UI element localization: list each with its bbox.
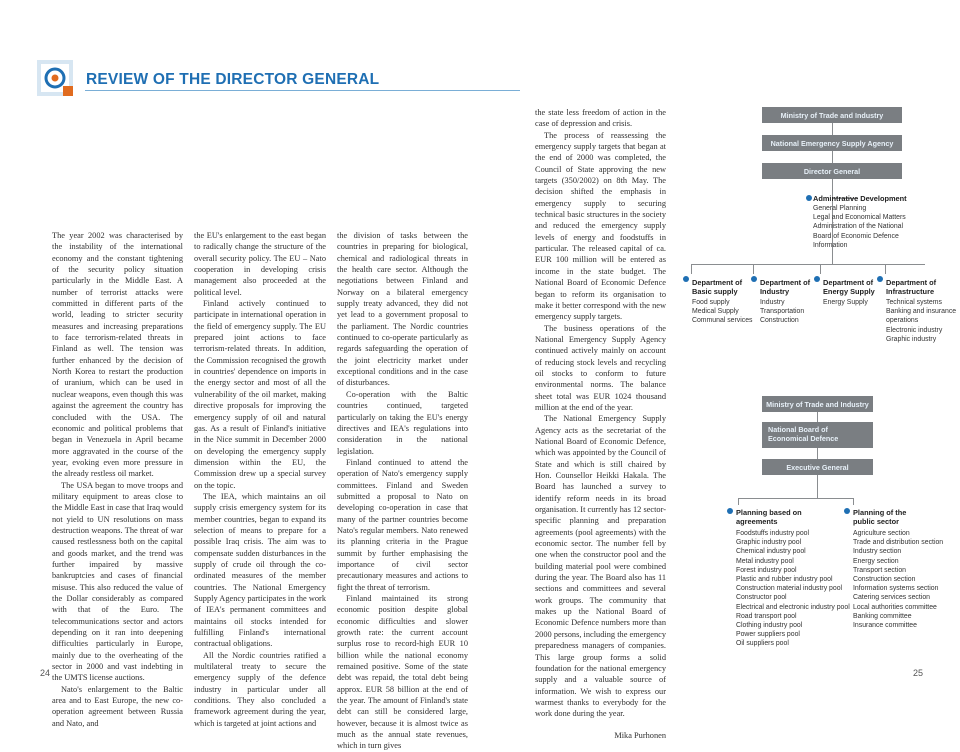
org1-dept-industry-items: Industry Transportation Construction <box>760 299 805 325</box>
paragraph: the EU's enlargement to the east began to radically change the structure of the overall security policy. The EU – Nato cooperation in developing crisis management also proceeded at the political level. <box>194 231 326 297</box>
connector <box>853 498 854 505</box>
connector <box>817 412 818 422</box>
bullet-icon <box>844 508 850 514</box>
paragraph: Finland continued to attend the operation of Nato's emergency supply committees. Finland and Sweden submitted a proposal to Nato on developing co-operation in case that many of the partner countries become Nato's regular members. Nato renewed its planning criteria in the Prague summit by further emphasising the importance of civil sector precautionary measures and actions to fight the threat of terrorism. <box>337 457 468 592</box>
logo-icon <box>37 60 73 96</box>
paragraph: the division of tasks between the countries in preparing for biological, chemical and radiological threats in the health care sector. Although the negotiations between Finland and Norway on a bilateral emergency supply treaty advanced, they did not yet lead to a government proposal to the parliament. The Nordic countries continued to co-operate particularly as regards safeguarding the operation of the joint electricity market under exceptional conditions and in the case of disturbances. <box>337 231 468 388</box>
org2-agreements-heading: Planning based on agreements <box>736 508 802 526</box>
paragraph: The USA began to move troops and military equipment to areas close to the Middle East in case that Iraq would not yield to UN resolutions on mass destruction weapons. The threat of war caused restlessness both on the capital and goods market, and the trend was further impaired by massive bankruptcies and cases of financial misuse. This also reduced the value of the Dollar considerably as compared with that of the Euro. The telecommunications sector and actors depending on it ran into deepening difficulties particularly in Europe, mainly due to the overheating of the sector in 2000 and vast indebting in the UMTS license auctions. <box>52 480 183 683</box>
org2-executive-box: Executive General <box>762 459 873 475</box>
text-column-2 <box>194 230 326 729</box>
org1-dept-infra-heading: Department of Infrastructure <box>886 278 937 296</box>
bullet-icon <box>727 508 733 514</box>
paragraph: the state less freedom of action in the case of depression and crisis. <box>535 108 666 129</box>
page-title: REVIEW OF THE DIRECTOR GENERAL <box>86 71 380 88</box>
bullet-icon <box>751 276 757 282</box>
org2-board-box: National Board of Economical Defence <box>762 422 873 448</box>
connector <box>817 475 818 498</box>
org1-dept-energy-heading: Department of Energy Supply <box>823 278 875 296</box>
page-number-right: 25 <box>913 668 924 678</box>
connector <box>832 123 833 135</box>
bullet-icon <box>806 195 812 201</box>
text-column-1 <box>52 230 183 729</box>
org1-dept-basic-items: Food supply Medical Supply Communal services <box>692 299 753 325</box>
connector <box>691 264 925 265</box>
org1-dept-infra-items: Technical systems Banking and insurance operations Electronic industry Graphic industry <box>886 299 957 343</box>
org2-ministry-box: Ministry of Trade and Industry <box>762 396 873 412</box>
org1-ministry-box: Ministry of Trade and Industry <box>762 107 902 123</box>
org1-dept-basic-heading: Department of Basic supply <box>692 278 743 296</box>
paragraph: The IEA, which maintains an oil supply crisis emergency system for its member countries, began to expand its selection of means to prepare for a possible Iraq crisis. The aim was to compensate sudden disturbances in the supply of crude oil through the co-ordinated measures of the member countries. The National Emergency Supply Agency participates in the work of IEA's permanent committees and maintains oil stocks intended for fulfilling Finland's international contractual obligations. <box>194 491 326 649</box>
connector <box>738 498 854 499</box>
paragraph: Finland actively continued to participate in international operation in the field of emergency supply. The EU prepared joint actions to face terrorism-related threats. In addition, the Commission recognised the growth in countries' dependence on imports in the energy sector and most of all the vulnerability of the oil market, making directive proposals for improving the emergency supply of oil and natural gas. As a result of Finland's initiative in the Nice summit in December 2000 on developing the emergency supply dimension within the EU, the Commission drew up a special survey on the topic. <box>194 299 326 490</box>
text-column-4 <box>535 107 666 741</box>
paragraph: The National Emergency Supply Agency acts as the secretariat of the National Board of Economic Defence, which was appointed by the Council of State and which is still chaired by Hon. Counsellor Heikki Hakala. The Board has launched a survey to identify reform needs in its broad organisation. It currently has 12 sector-specific planning and preparation agreements (pool agreements) with the economic sector. The number fell by one when the constructor pool and the building material pool were combined during the year. The Board also has 11 sections and committees and several work groups. The community that makes up the National Board of Economic Defence numbers more than 2000 persons, including the emergency preparedness managers of companies. This large group forms a solid foundation for the national emergency supply and a valuable source of information. We wish to express our warmest thanks to everybody for the work done during the year. <box>535 414 666 719</box>
connector <box>738 498 739 505</box>
page-number-left: 24 <box>40 668 51 678</box>
bullet-icon <box>814 276 820 282</box>
org1-dept-industry-heading: Department of Industry <box>760 278 811 296</box>
org1-admin-items: General Planning Legal and Economical Matters Administration of the National Board of Economic Defence Information <box>813 205 906 249</box>
paragraph: Co-operation with the Baltic countries continued, targeted particularly on taking the EU's energy directives and IEA's regulations into consideration in the national legislation. <box>337 389 468 456</box>
paragraph: The business operations of the National Emergency Supply Agency continued actively mainly on account of reducing stock levels and recycling oil stocks to conform to future environmental norms. The balance sheet total was EUR 1024 thousand million at the end of the year. <box>535 323 666 412</box>
signature: Mika Purhonen <box>614 730 666 740</box>
connector <box>753 264 754 274</box>
bullet-icon <box>877 276 883 282</box>
paragraph: Finland maintained its strong economic position despite global economic difficulties and slower growth rate: the current account surplus rose to record-high EUR 10 billion while the national economy remained positive. Some of the state debt was repaid, the total debt being approx. EUR 58 billion at the end of the year. The amount of Finland's state debt can still be considered large, however, because it is almost twice as much as the annual state revenues, which in turn gives <box>337 594 468 751</box>
paragraph: Nato's enlargement to the Baltic area and to East Europe, the new co-operation agreement between Russia and Nato, and <box>52 684 183 728</box>
org2-agreements-items: Foodstuffs industry pool Graphic industry pool Chemical industry pool Metal industry pool Forest industry pool Plastic and rubber industry pool Construction material industry pool Constructor pool Electrical and electronic industry pool Road transport pool Clothing industry pool Power suppliers pool Oil suppliers pool <box>736 530 850 648</box>
org1-admin-heading: Admintrative Development <box>813 194 907 203</box>
org1-dept-energy-items: Energy Supply <box>823 299 868 306</box>
org1-agency-box: National Emergency Supply Agency <box>762 135 902 151</box>
connector <box>817 448 818 459</box>
paragraph: The process of reassessing the emergency supply targets that began at the end of 2000 was completed, the Council of State approving the new targets (350/2002) on 8th May. The decision shifted the emphasis in emergency supply to securing technical basic structures in the society and reduced the emergency supply levels of energy and foodstuffs in particular. The released capital of ca. EUR 100 million will be entered as income in the state budget. The National Board of Economic Defence began to reform its organisation to make it better correspond with the new emergency supply targets. <box>535 130 666 322</box>
paragraph: All the Nordic countries ratified a multilateral treaty to secure the emergency supply of the defence industry in particular under all conditions. They also concluded a framework agreement during the year, which is targeted at joint actions and <box>194 650 326 728</box>
bullet-icon <box>683 276 689 282</box>
connector <box>832 151 833 163</box>
org1-director-box: Director General <box>762 163 902 179</box>
connector <box>820 264 821 274</box>
org2-public-heading: Planning of the public sector <box>853 508 907 526</box>
paragraph: The year 2002 was characterised by the instability of the international economy and the constant tightening of the security policy situation particularly in the Middle East. A number of terrorist attacks were committed in different parts of the world, leading to stricter security measures and increasing preparations to face terrorism-related threats in Finland as well. The tension was further enhanced by the decision of North Korea to restart the production of uranium, which can be used in nuclear weapons, even though this was against the agreement the country has concluded with the USA. The economic and political problems that began in Venezuela in April became more aggravated in the course of the year, evoking even more pressure in the already restless oil market. <box>52 231 183 479</box>
header-divider <box>85 90 520 91</box>
connector <box>691 264 692 274</box>
text-column-3 <box>337 230 468 752</box>
org2-public-items: Agriculture section Trade and distribution section Industry section Energy section Transport section Construction section Information systems section Catering services section Local authorities committee Banking committee Insurance committee <box>853 530 944 630</box>
connector <box>885 264 886 274</box>
